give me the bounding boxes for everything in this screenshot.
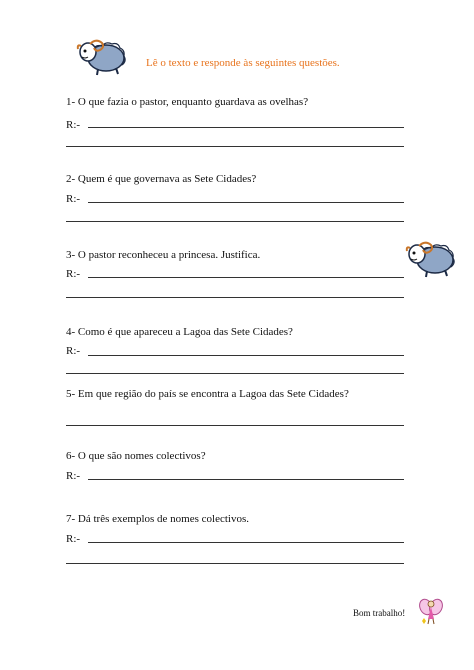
answer-line[interactable] [66, 373, 404, 374]
question-3: 3- O pastor reconheceu a princesa. Justifica. [66, 249, 261, 261]
answer-line[interactable] [88, 127, 404, 128]
answer-label-4: R:- [66, 345, 81, 357]
answer-line[interactable] [66, 221, 404, 222]
answer-line[interactable] [88, 479, 404, 480]
fairy-icon [418, 597, 444, 627]
question-7: 7- Dá três exemplos de nomes colectivos. [66, 513, 249, 525]
question-6: 6- O que são nomes colectivos? [66, 450, 206, 462]
answer-line[interactable] [66, 146, 404, 147]
answer-line[interactable] [66, 297, 404, 298]
sheep-icon [405, 238, 457, 278]
answer-line[interactable] [88, 355, 404, 356]
answer-label-6: R:- [66, 470, 81, 482]
answer-line[interactable] [88, 277, 404, 278]
answer-line[interactable] [66, 563, 404, 564]
answer-label-1: R:- [66, 119, 81, 131]
answer-line[interactable] [66, 425, 404, 426]
question-2: 2- Quem é que governava as Sete Cidades? [66, 173, 257, 185]
answer-label-3: R:- [66, 268, 81, 280]
answer-line[interactable] [88, 542, 404, 543]
instruction-text: Lê o texto e responde às seguintes questões. [146, 57, 340, 69]
answer-label-2: R:- [66, 193, 81, 205]
question-5: 5- Em que região do país se encontra a Lagoa das Sete Cidades? [66, 388, 349, 400]
answer-label-7: R:- [66, 533, 81, 545]
sheep-icon [76, 36, 128, 76]
question-4: 4- Como é que apareceu a Lagoa das Sete Cidades? [66, 326, 293, 338]
question-1: 1- O que fazia o pastor, enquanto guardava as ovelhas? [66, 96, 309, 108]
footer-text: Bom trabalho! [353, 608, 406, 618]
answer-line[interactable] [88, 202, 404, 203]
